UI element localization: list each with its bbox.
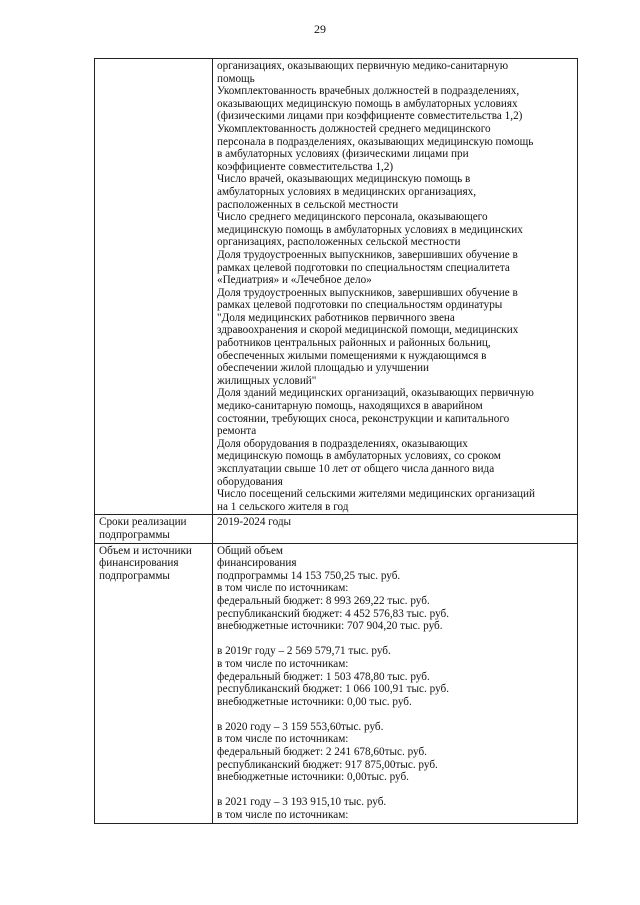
value-line: подпрограммы 14 153 750,25 тыс. руб. [217,569,401,582]
value-line: в 2019г году – 2 569 579,71 тыс. руб. [217,645,391,658]
value-line: "Доля медицинских работников первичного звена [217,311,455,324]
value-line: персонала в подразделениях, оказывающих медицинскую помощь [217,135,534,148]
value-line: расположенных в сельской местности [217,198,399,211]
value-line: оборудования [217,475,283,488]
value-line: ремонта [217,425,257,438]
value-line: в амбулаторных условиях (физическими лицами при [217,148,469,161]
value-line: республиканский бюджет: 1 066 100,91 тыс. руб. [217,683,450,696]
value-line: внебюджетные источники: 0,00 тыс. руб. [217,695,412,708]
value-line: Укомплектованность врачебных должностей в подразделениях, [217,85,520,98]
value-line: Доля трудоустроенных выпускников, завершивших обучение в [217,248,518,261]
value-line: республиканский бюджет: 4 452 576,83 тыс. руб. [217,607,450,620]
table-row [95,515,578,543]
value-line: Доля трудоустроенных выпускников, завершивших обучение в [217,286,518,299]
value-line: в том числе по источникам: [217,733,349,746]
table-row [95,59,578,515]
row-label-cell [95,543,213,823]
value-line: в 2021 году – 3 193 915,10 тыс. руб. [217,796,387,809]
value-line: 2019-2024 годы [217,516,292,529]
label-line: Объем и источники [99,544,192,557]
row-label-cell [95,59,213,515]
subprogram-passport-table [94,58,578,824]
value-line: медико-санитарную помощь, находящихся в аварийном [217,400,483,413]
value-line: работников центральных районных и районных больниц, [217,337,491,350]
value-line: Укомплектованность должностей среднего медицинского [217,122,491,135]
value-line: Доля зданий медицинских организаций, оказывающих первичную [217,387,534,400]
value-line: амбулаторных условиях в медицинских организациях, [217,185,477,198]
value-line: оказывающих медицинскую помощь в амбулаторных условиях [217,97,518,110]
value-line: внебюджетные источники: 707 904,20 тыс. руб. [217,620,443,633]
value-line: (физическими лицами при коэффициенте совместительства 1,2) [217,110,523,123]
value-line: рамках целевой подготовки по специальностям ординатуры [217,299,503,312]
value-line: в том числе по источникам: [217,657,349,670]
value-line: федеральный бюджет: 8 993 269,22 тыс. руб. [217,594,430,607]
value-line: здравоохранения и скорой медицинской помощи, медицинских [217,324,519,337]
label-line: подпрограммы [99,528,170,541]
value-line: Общий объем [217,544,283,557]
value-line: федеральный бюджет: 1 503 478,80 тыс. руб. [217,670,430,683]
value-line: медицинскую помощь в амбулаторных условиях в медицинских [217,223,523,236]
value-line: на 1 сельского жителя в год [217,500,349,513]
row-value-cell [213,515,578,543]
value-line: Число посещений сельскими жителями медицинских организаций [217,488,536,501]
value-line: в том числе по источникам: [217,582,349,595]
page-number: 29 [314,22,326,36]
value-line: организациях, оказывающих первичную медико-санитарную [217,60,509,72]
value-line: республиканский бюджет: 917 875,00тыс. руб. [217,758,438,771]
value-line: помощь [217,72,255,85]
value-line: обеспеченных жилыми помещениями к нуждающимся в [217,349,487,362]
row-label-cell [95,515,213,543]
value-line: внебюджетные источники: 0,00тыс. руб. [217,771,409,784]
blank-line [217,708,573,721]
value-line: обеспечении жилой площадью и улучшении [217,362,429,375]
value-line: в том числе по источникам: [217,809,349,822]
value-line: коэффициенте совместительства 1,2) [217,160,394,173]
label-line: Сроки реализации [99,516,187,529]
label-line: подпрограммы [99,569,170,582]
row-value-cell [213,59,578,515]
value-line: «Педиатрия» и «Лечебное дело» [217,274,372,287]
blank-line [217,633,573,646]
value-line: федеральный бюджет: 2 241 678,60тыс. руб. [217,746,427,759]
label-line: финансирования [99,557,179,570]
value-line: организациях, расположенных сельской местности [217,236,461,249]
value-line: в 2020 году – 3 159 553,60тыс. руб. [217,720,384,733]
row-value-cell [213,543,578,823]
table-row [95,543,578,823]
value-line: состоянии, требующих сноса, реконструкции и капитального [217,412,510,425]
value-line: рамках целевой подготовки по специальностям специалитета [217,261,510,274]
value-line: Число среднего медицинского персонала, оказывающего [217,211,488,224]
value-line: медицинскую помощь в амбулаторных условиях, со сроком [217,450,501,463]
value-line: жилищных условий" [217,374,317,387]
blank-line [217,784,573,797]
value-line: финансирования [217,557,297,570]
value-line: Доля оборудования в подразделениях, оказывающих [217,437,468,450]
value-line: Число врачей, оказывающих медицинскую помощь в [217,173,471,186]
value-line: эксплуатации свыше 10 лет от общего числа данного вида [217,463,495,475]
